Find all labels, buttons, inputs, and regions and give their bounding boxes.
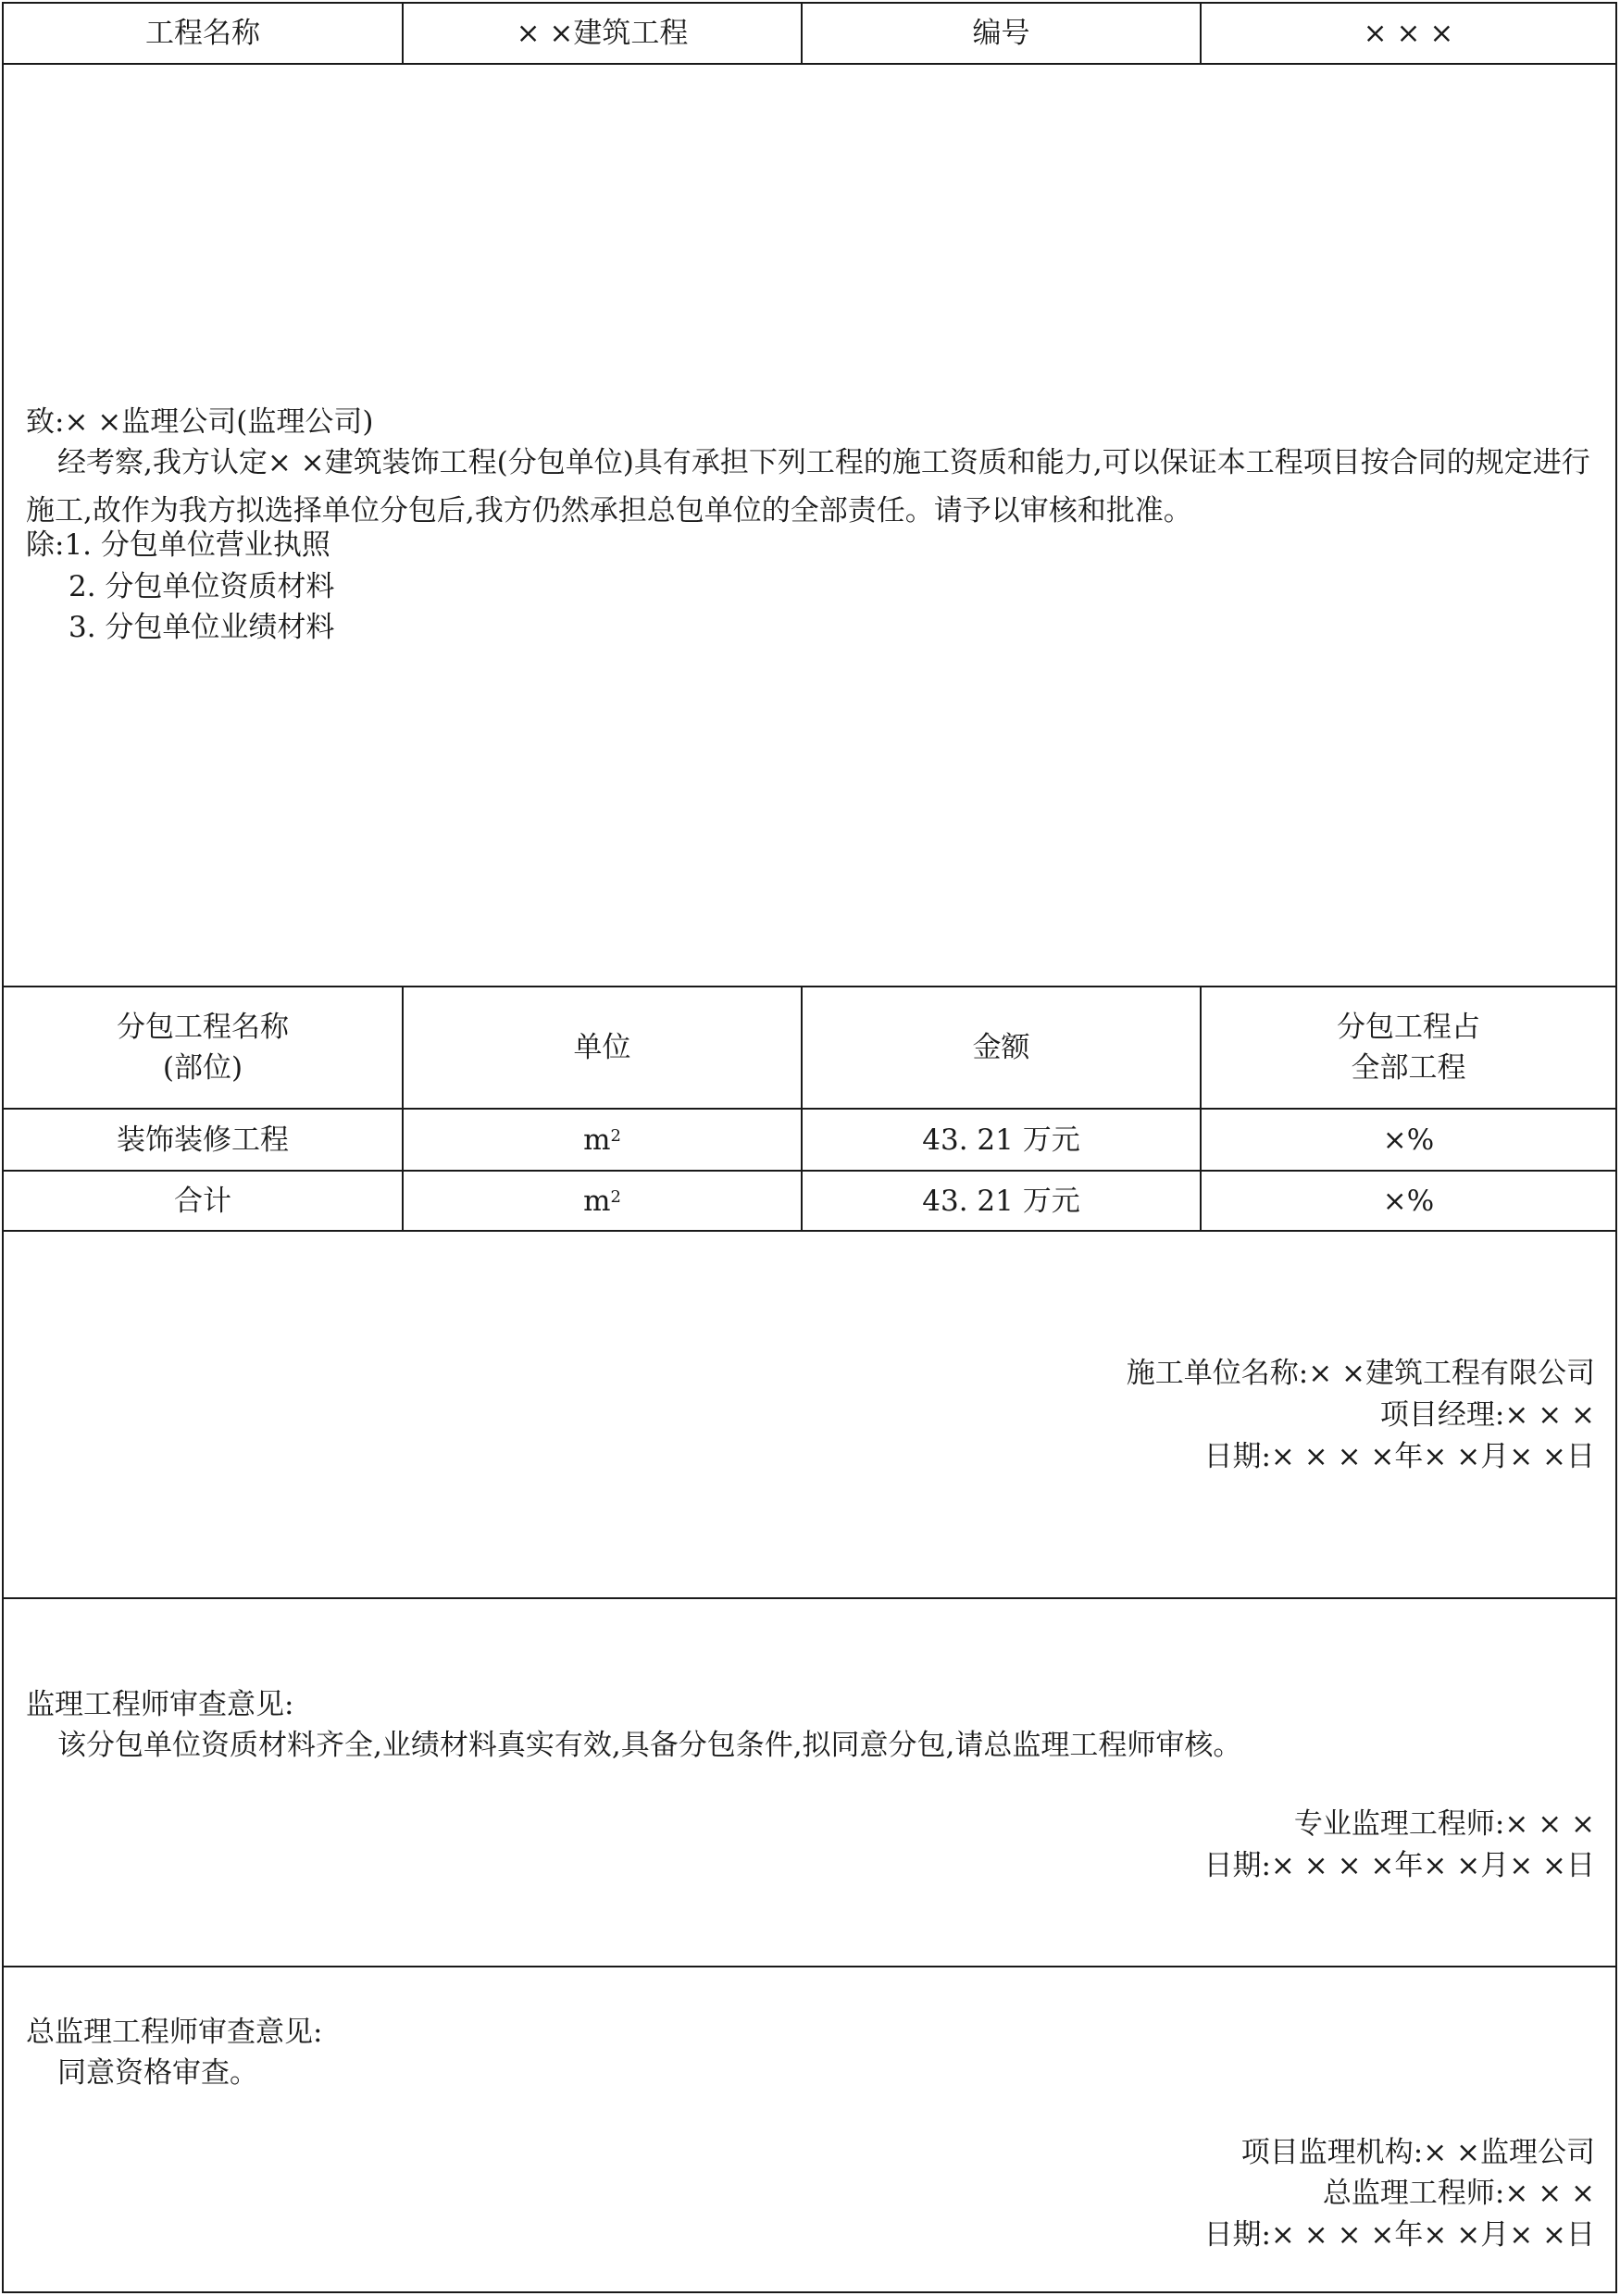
table-cell-amount: 43. 21 万元	[922, 1123, 1080, 1157]
addressee: 致:× ×监理公司(监理公司)	[26, 405, 374, 439]
attachment-item: 3. 分包单位业绩材料	[69, 611, 335, 644]
number-label: 编号	[972, 17, 1030, 50]
contractor-date: 日期:× × × ×年× ×月× ×日	[1203, 1440, 1595, 1473]
application-body: 经考察,我方认定× ×建筑装饰工程(分包单位)具有承担下列工程的施工资质和能力,可以保证本工程项目按合同的规定进行施工,故作为我方拟选择单位分包后,我方仍然承担总包单位的全部责任。请予以审核和批准。	[26, 446, 1590, 527]
table-header-unit: 单位	[573, 1031, 631, 1064]
subcontract-approval-form	[2, 2, 1617, 2293]
table-header-percent	[1202, 987, 1615, 1108]
divider	[4, 1597, 1615, 1599]
divider	[4, 1966, 1615, 1967]
supervisor-opinion-title: 监理工程师审查意见:	[26, 1688, 294, 1721]
table-cell-unit: m $^2$	[404, 1110, 801, 1170]
table-cell-percent: ×%	[1382, 1123, 1435, 1157]
table-header-text: 全部工程	[1351, 1051, 1466, 1085]
table-header-text: (部位)	[162, 1051, 243, 1085]
table-header-text: 分包工程名称	[117, 1011, 289, 1044]
table-header-text: 分包工程占	[1337, 1011, 1480, 1044]
table-cell-amount: 43. 21 万元	[922, 1184, 1080, 1218]
chief-opinion-title: 总监理工程师审查意见:	[26, 2016, 323, 2049]
attachment-item: 2. 分包单位资质材料	[69, 570, 335, 603]
table-header-amount: 金额	[972, 1031, 1030, 1064]
unit-text: m	[583, 1123, 611, 1157]
project-name-label: 工程名称	[145, 17, 260, 50]
supervisor-date: 日期:× × × ×年× ×月× ×日	[1203, 1849, 1595, 1882]
chief-opinion-text: 同意资格审查。	[57, 2056, 258, 2090]
chief-date: 日期:× × × ×年× ×月× ×日	[1203, 2218, 1595, 2252]
table-cell-name: 合计	[174, 1184, 231, 1218]
attachment-item: 除:1. 分包单位营业执照	[26, 528, 330, 562]
supervisor-engineer: 专业监理工程师:× × ×	[1293, 1807, 1595, 1841]
table-cell-unit: m $^2$	[404, 1172, 801, 1230]
number-value: × × ×	[1363, 17, 1454, 50]
chief-engineer: 总监理工程师:× × ×	[1322, 2177, 1595, 2210]
unit-text: m	[583, 1184, 611, 1218]
project-name-value: × ×建筑工程	[516, 17, 689, 50]
contractor-company: 施工单位名称:× ×建筑工程有限公司	[1126, 1357, 1595, 1390]
project-manager: 项目经理:× × ×	[1379, 1398, 1595, 1432]
table-header-name	[4, 987, 402, 1108]
supervisor-opinion-text: 该分包单位资质材料齐全,业绩材料真实有效,具备分包条件,拟同意分包,请总监理工程师审核。	[57, 1729, 1242, 1762]
table-cell-percent: ×%	[1382, 1184, 1435, 1218]
table-cell-name: 装饰装修工程	[117, 1123, 289, 1157]
divider	[4, 63, 1615, 65]
divider	[4, 1230, 1615, 1232]
supervision-agency: 项目监理机构:× ×监理公司	[1240, 2136, 1595, 2169]
